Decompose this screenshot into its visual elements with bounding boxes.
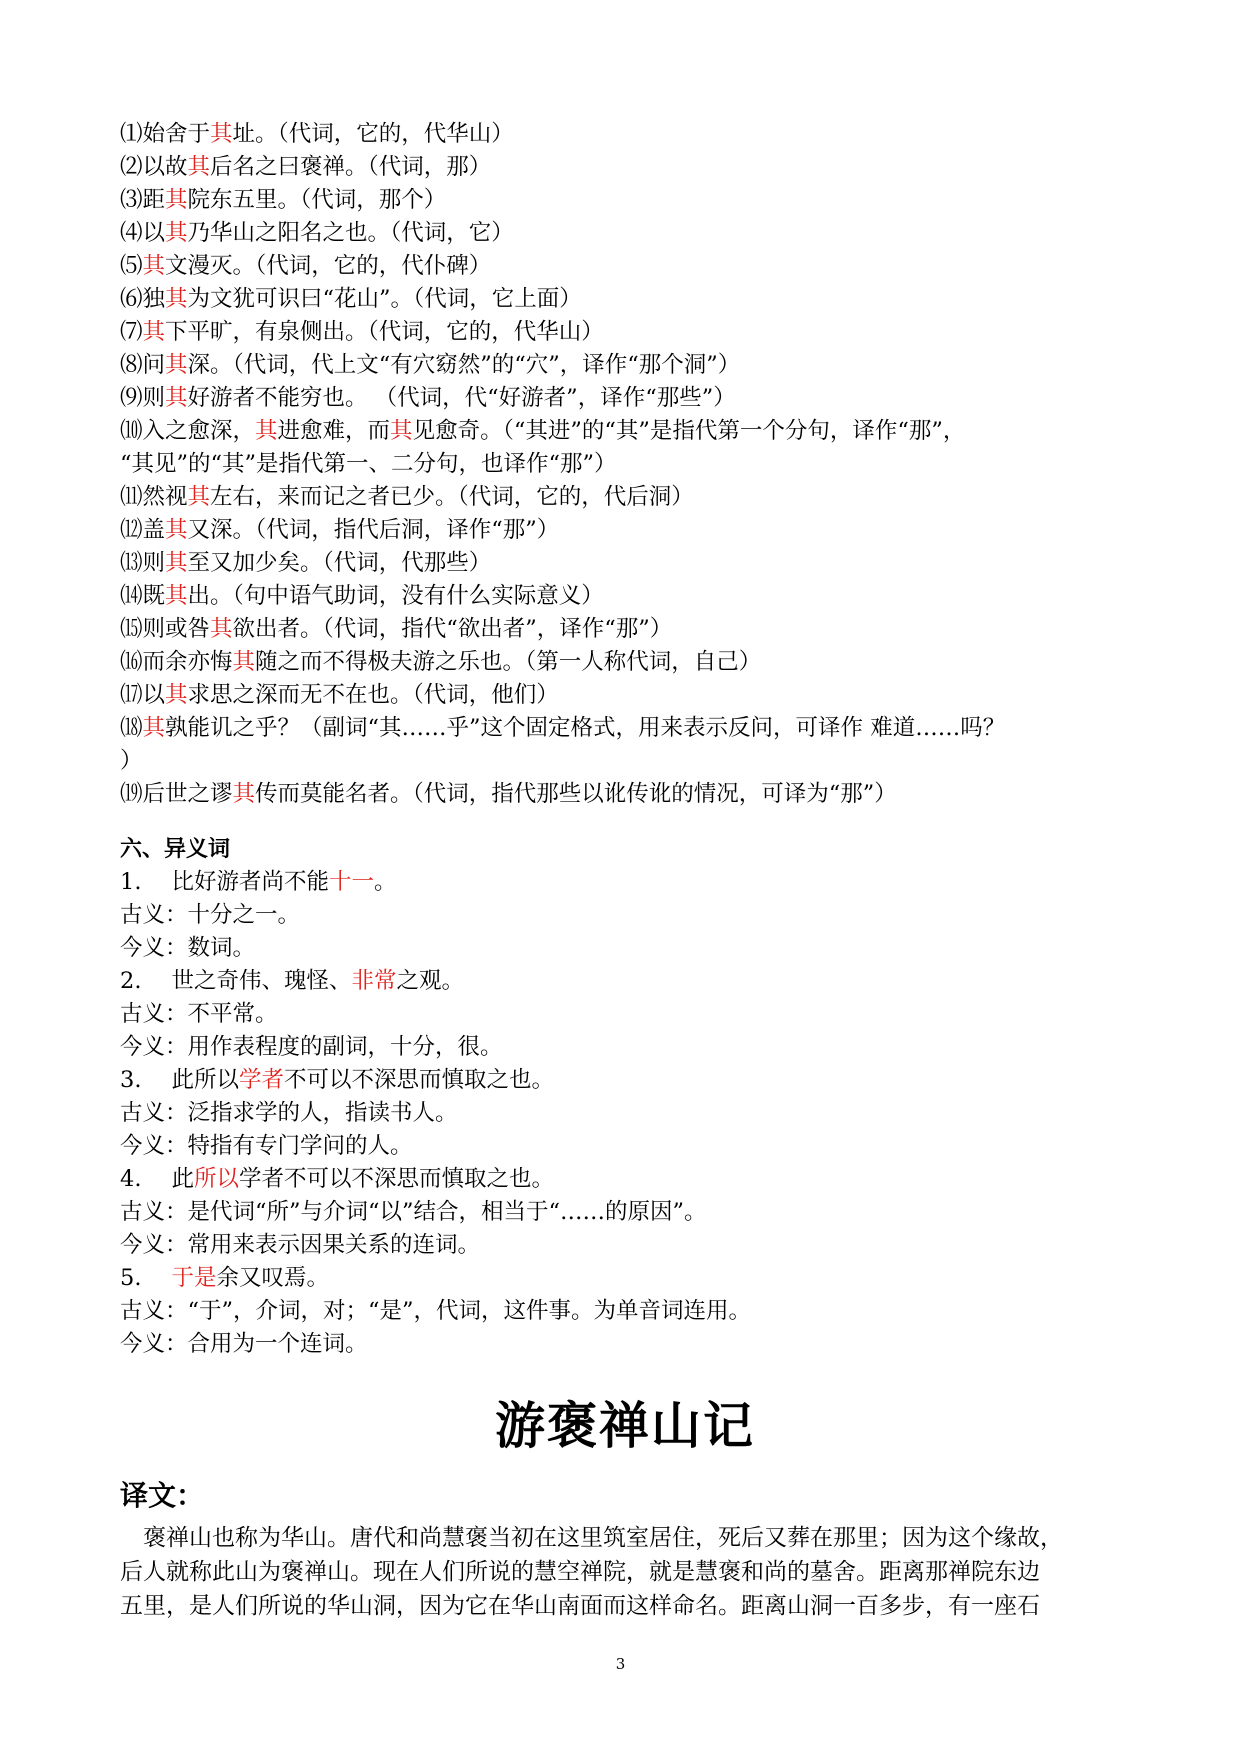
translation-line: 五里，是人们所说的华山洞，因为它在华山南面而这样命名。距离山洞一百多步，有一座石 bbox=[120, 1593, 1040, 1619]
translation-line: 褒禅山也称为华山。唐代和尚慧褒当初在这里筑室居住，死后又葬在那里；因为这个缘故， bbox=[143, 1525, 1063, 1551]
qi-item-5: ⑸其文漫灭。（代词，它的，代仆碑） bbox=[120, 253, 492, 279]
qi-item-11: ⑾然视其左右，来而记之者已少。（代词，它的，代后洞） bbox=[120, 484, 694, 510]
qi-item-16: ⒃而余亦悔其随之而不得极夫游之乐也。（第一人称代词，自己） bbox=[120, 649, 762, 675]
qi-item-8: ⑻问其深。（代词，代上文“有穴窈然”的“穴”，译作“那个洞”） bbox=[120, 352, 741, 378]
page-number: 3 bbox=[615, 1655, 626, 1673]
translation-heading: 译文： bbox=[120, 1479, 205, 1512]
qi-item-6: ⑹独其为文犹可识曰“花山”。（代词，它上面） bbox=[120, 286, 582, 312]
synonym-item-3: 3. 此所以学者不可以不深思而慎取之也。 bbox=[120, 1067, 555, 1093]
qi-item-12: ⑿盖其又深。（代词，指代后洞，译作“那”） bbox=[120, 517, 560, 543]
synonym-list bbox=[120, 866, 1130, 1361]
modern-meaning: 今义：常用来表示因果关系的连词。 bbox=[120, 1232, 481, 1258]
qi-item-10-cont: “其见”的“其”是指代第一、二分句，也译作“那”） bbox=[120, 451, 617, 477]
modern-meaning: 今义：特指有专门学问的人。 bbox=[120, 1133, 413, 1159]
synonym-item-1: 1. 比好游者尚不能十一。 bbox=[120, 869, 397, 895]
qi-item-9: ⑼则其好游者不能穷也。 （代词，代“好游者”，译作“那些”） bbox=[120, 385, 736, 411]
ancient-meaning: 古义：不平常。 bbox=[120, 1001, 278, 1027]
translation-paragraph bbox=[120, 1521, 1130, 1623]
ancient-meaning: 古义：是代词“所”与介词“以”结合，相当于“……的原因”。 bbox=[120, 1199, 707, 1225]
qi-item-15: ⒂则或咎其欲出者。（代词，指代“欲出者”，译作“那”） bbox=[120, 616, 673, 642]
ancient-meaning: 古义：十分之一。 bbox=[120, 902, 301, 928]
modern-meaning: 今义：合用为一个连词。 bbox=[120, 1331, 368, 1357]
qi-item-4: ⑷以其乃华山之阳名之也。（代词，它） bbox=[120, 220, 514, 246]
qi-item-7: ⑺其下平旷，有泉侧出。（代词，它的，代华山） bbox=[120, 319, 604, 345]
qi-item-1: ⑴始舍于其址。（代词，它的，代华山） bbox=[120, 121, 514, 147]
qi-item-18-cont: ） bbox=[120, 748, 143, 774]
qi-item-10: ⑽入之愈深，其进愈难，而其见愈奇。（“其进”的“其”是指代第一个分句，译作“那”， bbox=[120, 418, 966, 444]
ancient-meaning: 古义：“于”，介词，对；“是”，代词，这件事。为单音词连用。 bbox=[120, 1298, 752, 1324]
section-heading-synonyms: 六、异义词 bbox=[120, 837, 231, 862]
modern-meaning: 今义：用作表程度的副词，十分，很。 bbox=[120, 1034, 503, 1060]
synonym-item-5: 5. 于是余又叹焉。 bbox=[120, 1265, 329, 1291]
qi-usage-list bbox=[120, 118, 1130, 811]
synonym-item-4: 4. 此所以学者不可以不深思而慎取之也。 bbox=[120, 1166, 555, 1192]
translation-line: 后人就称此山为褒禅山。现在人们所说的慧空禅院，就是慧褒和尚的墓舍。距离那禅院东边 bbox=[120, 1559, 1040, 1585]
synonym-item-2: 2. 世之奇伟、瑰怪、非常之观。 bbox=[120, 968, 465, 994]
qi-item-2: ⑵以故其后名之曰褒禅。（代词，那） bbox=[120, 154, 492, 180]
qi-item-3: ⑶距其院东五里。（代词，那个） bbox=[120, 187, 447, 213]
qi-item-17: ⒄以其求思之深而无不在也。（代词，他们） bbox=[120, 682, 559, 708]
qi-item-18: ⒅其孰能讥之乎？（副词“其……乎”这个固定格式，用来表示反问，可译作 难道……吗？ bbox=[120, 715, 1006, 741]
page-content bbox=[120, 118, 1130, 1623]
modern-meaning: 今义：数词。 bbox=[120, 935, 256, 961]
ancient-meaning: 古义：泛指求学的人，指读书人。 bbox=[120, 1100, 458, 1126]
qi-item-19: ⒆后世之谬其传而莫能名者。（代词，指代那些以讹传讹的情况，可译为“那”） bbox=[120, 781, 897, 807]
document-title: 游褒禅山记 bbox=[495, 1397, 755, 1455]
qi-item-14: ⒁既其出。（句中语气助词，没有什么实际意义） bbox=[120, 583, 604, 609]
qi-item-13: ⒀则其至又加少矣。（代词，代那些） bbox=[120, 550, 492, 576]
